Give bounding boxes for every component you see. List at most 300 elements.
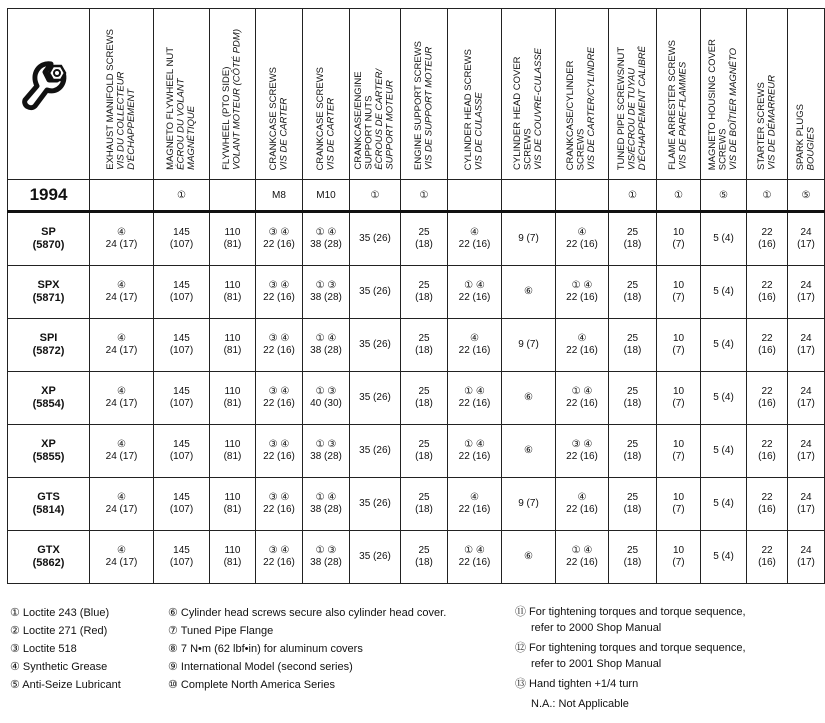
column-header-fr: ÉCROUS DE CARTER/ SUPPORT MOTEUR — [374, 69, 396, 170]
column-header-text — [316, 63, 337, 174]
cell-line: 145 — [173, 386, 190, 397]
table-cell — [657, 478, 701, 531]
cell-line: (107) — [169, 345, 194, 356]
cell-line: ⑥ — [524, 551, 533, 562]
column-spec: ① — [747, 180, 788, 212]
note: ④ Synthetic Grease — [10, 661, 108, 673]
table-cell — [556, 425, 609, 478]
table-cell — [90, 531, 154, 584]
cell-line: 25 — [418, 227, 430, 238]
column-spec: ⑤ — [788, 180, 825, 212]
model-code: (5871) — [32, 292, 65, 304]
model-name: SPX — [37, 279, 60, 291]
cell-line: 22 — [761, 545, 773, 556]
cell-line: 22 — [761, 227, 773, 238]
column-header-fr: VIS DE DÉMARREUR — [766, 74, 777, 170]
cell-line: ⑥ — [524, 392, 533, 403]
cell-line: 35 (26) — [359, 339, 391, 350]
table-cell — [210, 266, 256, 319]
table-cell — [609, 319, 657, 372]
cell-line: ① ④ — [571, 280, 593, 291]
column-header — [448, 9, 502, 180]
note: refer to 2001 Shop Manual — [531, 658, 662, 670]
table-cell — [448, 531, 502, 584]
column-header-en: MAGNETO FLYWHEEL NUT — [164, 47, 176, 170]
table-cell — [556, 319, 609, 372]
notes-legend-1 — [10, 604, 121, 694]
cell-line: ① ③ — [315, 386, 337, 397]
cell-line: 22 (16) — [263, 398, 295, 409]
cell-line: 24 (17) — [105, 345, 138, 356]
cell-line: 22 (16) — [458, 504, 491, 515]
column-header — [350, 9, 401, 180]
column-header-en: FLYWHEEL (PTO SIDE) — [221, 66, 232, 170]
cell-line: 145 — [173, 227, 190, 238]
cell-line: 9 (7) — [518, 233, 539, 244]
year-row — [8, 180, 825, 212]
cell-line: 22 — [761, 333, 773, 344]
cell-line: 22 (16) — [458, 239, 491, 250]
cell-line: 145 — [173, 333, 190, 344]
cell-line: 38 (28) — [310, 557, 342, 568]
column-header-fr: VIS DE BOÎTIER MAGNÉTO — [727, 47, 739, 170]
column-header-text — [757, 71, 778, 174]
table-cell — [747, 319, 788, 372]
cell-line: 10 — [672, 227, 685, 238]
column-spec: ① — [401, 180, 448, 212]
table-cell — [401, 266, 448, 319]
cell-line: (81) — [223, 451, 242, 462]
table-cell — [154, 425, 210, 478]
cell-line: 25 — [418, 545, 430, 556]
column-header-en: STARTER SCREWS — [755, 82, 767, 170]
cell-line: (18) — [415, 239, 433, 250]
model-code: (5862) — [32, 557, 65, 569]
torque-table — [7, 8, 825, 584]
note: ⑫ For tightening torques and torque sequence, — [515, 642, 746, 654]
table-cell — [747, 478, 788, 531]
cell-line: (17) — [797, 239, 815, 250]
cell-line: (107) — [169, 398, 194, 409]
cell-line: 40 (30) — [310, 398, 342, 409]
column-header — [154, 9, 210, 180]
cell-line: (81) — [223, 239, 242, 250]
table-cell — [154, 212, 210, 266]
table-cell — [90, 478, 154, 531]
table-cell — [154, 319, 210, 372]
cell-line: 110 — [224, 280, 241, 291]
table-cell — [448, 319, 502, 372]
table-cell — [303, 478, 350, 531]
model-code: (5814) — [32, 504, 65, 516]
column-header — [657, 9, 701, 180]
column-spec — [556, 180, 609, 212]
column-header-fr: ÉCROU DU VOLANT MAGNÉTIQUE — [175, 78, 197, 170]
table-cell — [401, 372, 448, 425]
cell-line: 22 (16) — [566, 451, 598, 462]
model-name: GTX — [37, 544, 60, 556]
table-cell — [303, 212, 350, 266]
cell-line: ③ ④ — [268, 545, 290, 556]
table-cell — [657, 372, 701, 425]
column-spec — [502, 180, 556, 212]
cell-line: (107) — [169, 557, 194, 568]
table-cell — [210, 372, 256, 425]
column-header — [609, 9, 657, 180]
table-cell — [256, 425, 303, 478]
cell-line: 35 (26) — [359, 233, 391, 244]
cell-line: 10 — [672, 333, 685, 344]
model-name: XP — [41, 385, 56, 397]
column-header-fr: VIS DE CARTER — [278, 97, 289, 170]
cell-line: (17) — [797, 557, 815, 568]
cell-line: 10 — [672, 439, 685, 450]
column-spec — [210, 180, 256, 212]
table-cell — [210, 531, 256, 584]
column-header-text — [708, 35, 740, 174]
cell-line: 38 (28) — [310, 239, 342, 250]
cell-line: 25 — [626, 280, 639, 291]
table-cell — [154, 266, 210, 319]
cell-line: 22 (16) — [263, 557, 295, 568]
cell-line: (16) — [758, 451, 776, 462]
table-cell — [747, 531, 788, 584]
model-name: SPI — [39, 332, 58, 344]
cell-line: 24 (17) — [105, 239, 138, 250]
table-row — [8, 212, 825, 266]
column-header-en: MAGNETO HOUSING COVER SCREWS — [706, 38, 729, 170]
cell-line: 5 (4) — [713, 233, 734, 244]
table-cell — [303, 319, 350, 372]
column-header-fr: VIS DE COUVRE-CULASSE — [532, 48, 544, 170]
cell-line: 22 (16) — [263, 239, 295, 250]
table-cell — [747, 372, 788, 425]
cell-line: ④ — [577, 227, 587, 238]
cell-line: 24 (17) — [105, 292, 138, 303]
table-cell — [256, 319, 303, 372]
column-spec — [90, 180, 154, 212]
table-cell — [657, 319, 701, 372]
cell-line: 9 (7) — [518, 498, 539, 509]
table-cell — [401, 212, 448, 266]
cell-line: (16) — [758, 292, 776, 303]
column-header-en: FLAME ARRESTER SCREWS — [667, 40, 678, 170]
cell-line: 25 — [626, 439, 639, 450]
column-spec: M10 — [303, 180, 350, 212]
table-cell — [256, 531, 303, 584]
table-cell — [502, 212, 556, 266]
table-row — [8, 372, 825, 425]
cell-line: (81) — [223, 504, 242, 515]
note: ⑪ For tightening torques and torque sequence, — [515, 606, 746, 618]
table-cell — [502, 266, 556, 319]
cell-line: ① ④ — [464, 439, 485, 450]
table-cell — [701, 319, 747, 372]
cell-line: 25 — [626, 333, 639, 344]
cell-line: 5 (4) — [713, 392, 734, 403]
cell-line: 25 — [418, 439, 430, 450]
wrench-icon — [17, 56, 81, 128]
column-header — [210, 9, 256, 180]
column-header — [556, 9, 609, 180]
cell-line: 22 (16) — [458, 292, 491, 303]
cell-line: 22 (16) — [263, 292, 295, 303]
table-cell — [657, 425, 701, 478]
table-cell — [90, 266, 154, 319]
cell-line: 24 — [800, 386, 812, 397]
column-header-text — [796, 100, 817, 174]
cell-line: (17) — [797, 451, 815, 462]
cell-line: 25 — [626, 386, 639, 397]
cell-line: 110 — [224, 492, 241, 503]
cell-line: 24 (17) — [105, 504, 138, 515]
table-cell — [90, 319, 154, 372]
table-cell — [448, 425, 502, 478]
cell-line: 110 — [224, 439, 241, 450]
cell-line: (18) — [415, 292, 433, 303]
column-header — [401, 9, 448, 180]
cell-line: (7) — [672, 292, 685, 303]
column-spec: ① — [154, 180, 210, 212]
cell-line: 5 (4) — [713, 445, 734, 456]
table-cell — [303, 425, 350, 478]
model-name: XP — [41, 438, 56, 450]
table-cell — [90, 372, 154, 425]
table-cell — [502, 531, 556, 584]
cell-line: 22 (16) — [458, 345, 491, 356]
note: ⑥ Cylinder head screws secure also cylinder head cover. — [168, 607, 447, 619]
note: refer to 2000 Shop Manual — [531, 622, 662, 634]
cell-line: (17) — [797, 504, 815, 515]
cell-line: (18) — [623, 557, 642, 568]
cell-line: 9 (7) — [518, 339, 539, 350]
note: ① Loctite 243 (Blue) — [10, 607, 110, 619]
cell-line: ③ ④ — [571, 439, 593, 450]
cell-line: 25 — [418, 333, 430, 344]
table-cell — [350, 372, 401, 425]
cell-line: 5 (4) — [713, 286, 734, 297]
cell-line: (107) — [169, 451, 194, 462]
cell-line: 38 (28) — [310, 504, 342, 515]
table-row — [8, 531, 825, 584]
column-header — [788, 9, 825, 180]
table-cell — [210, 478, 256, 531]
cell-line: 22 (16) — [458, 557, 491, 568]
table-cell — [448, 372, 502, 425]
cell-line: 25 — [418, 280, 430, 291]
table-cell — [350, 266, 401, 319]
table-cell — [701, 478, 747, 531]
cell-line: ④ — [577, 492, 587, 503]
table-cell — [90, 212, 154, 266]
column-header-en: ENGINE SUPPORT SCREWS — [412, 41, 424, 170]
cell-line: (81) — [223, 292, 242, 303]
column-header-en: EXHAUST MANIFOLD SCREWS — [104, 29, 116, 170]
cell-line: (81) — [223, 345, 242, 356]
cell-line: ③ ④ — [268, 280, 290, 291]
column-header-text — [566, 43, 598, 174]
cell-line: 22 — [761, 492, 773, 503]
cell-line: 22 — [761, 280, 773, 291]
cell-line: 10 — [672, 386, 685, 397]
cell-line: ④ — [117, 439, 126, 450]
cell-line: 24 — [800, 280, 812, 291]
table-cell — [657, 266, 701, 319]
cell-line: ③ ④ — [268, 439, 290, 450]
column-spec: ① — [350, 180, 401, 212]
note: ③ Loctite 518 — [10, 643, 77, 655]
cell-line: ④ — [470, 227, 479, 238]
cell-line: 24 (17) — [105, 398, 138, 409]
cell-line: 24 (17) — [105, 451, 138, 462]
cell-line: 110 — [224, 227, 241, 238]
column-header-text — [414, 37, 435, 174]
table-cell — [788, 319, 825, 372]
cell-line: ① ④ — [464, 280, 485, 291]
column-header-text — [354, 65, 396, 174]
column-header — [303, 9, 350, 180]
cell-line: (17) — [797, 345, 815, 356]
table-cell — [350, 478, 401, 531]
cell-line: (81) — [223, 398, 242, 409]
column-header-en: TUNED PIPE SCREWS/NUT — [615, 46, 627, 170]
table-cell — [210, 319, 256, 372]
model-code: (5872) — [32, 345, 65, 357]
table-cell — [701, 372, 747, 425]
table-cell — [609, 425, 657, 478]
table-cell — [788, 425, 825, 478]
cell-line: (18) — [415, 504, 433, 515]
table-cell — [701, 531, 747, 584]
cell-line: 145 — [173, 545, 190, 556]
table-cell — [556, 372, 609, 425]
cell-line: (16) — [758, 557, 776, 568]
column-header-text — [464, 45, 485, 174]
cell-line: (16) — [758, 345, 776, 356]
table-cell — [701, 212, 747, 266]
cell-line: 22 (16) — [458, 451, 491, 462]
note: ⑬ Hand tighten +1/4 turn — [515, 678, 639, 690]
cell-line: (18) — [623, 292, 642, 303]
cell-line: ④ — [577, 333, 587, 344]
model-cell — [8, 319, 90, 372]
table-cell — [747, 212, 788, 266]
table-cell — [401, 425, 448, 478]
cell-line: 25 — [626, 545, 639, 556]
cell-line: 24 (17) — [105, 557, 138, 568]
cell-line: 5 (4) — [713, 551, 734, 562]
cell-line: 22 (16) — [566, 504, 598, 515]
table-cell — [701, 266, 747, 319]
cell-line: ① ③ — [315, 545, 337, 556]
cell-line: 22 (16) — [566, 239, 598, 250]
model-cell — [8, 425, 90, 478]
cell-line: ③ ④ — [268, 227, 290, 238]
table-cell — [448, 212, 502, 266]
table-cell — [788, 266, 825, 319]
model-cell — [8, 478, 90, 531]
column-header-fr: VIS DE CULASSE — [473, 91, 485, 170]
table-cell — [154, 478, 210, 531]
cell-line: 145 — [173, 492, 190, 503]
note: ② Loctite 271 (Red) — [10, 625, 108, 637]
cell-line: 38 (28) — [310, 451, 342, 462]
column-header-en: CYLINDER HEAD COVER SCREWS — [511, 56, 534, 170]
column-header-text — [269, 63, 290, 174]
cell-line: (7) — [672, 504, 685, 515]
cell-line: 22 (16) — [263, 451, 295, 462]
table-cell — [502, 372, 556, 425]
cell-line: (18) — [623, 504, 642, 515]
cell-line: 22 (16) — [566, 557, 598, 568]
cell-line: 145 — [173, 280, 190, 291]
note: ⑦ Tuned Pipe Flange — [168, 625, 274, 637]
table-cell — [556, 531, 609, 584]
model-cell — [8, 212, 90, 266]
cell-line: 22 (16) — [566, 292, 598, 303]
table-cell — [701, 425, 747, 478]
note: ⑨ International Model (second series) — [168, 661, 353, 673]
cell-line: (18) — [623, 239, 642, 250]
column-header-fr: VIS DE PARE-FLAMMES — [677, 61, 689, 170]
cell-line: ① ④ — [464, 545, 485, 556]
cell-line: 25 — [626, 492, 639, 503]
column-header-fr: VIS DE CARTER — [325, 97, 336, 170]
table-cell — [154, 531, 210, 584]
column-spec: ⑤ — [701, 180, 747, 212]
cell-line: 10 — [672, 280, 685, 291]
cell-line: ④ — [117, 492, 126, 503]
column-header-en: CRANKCASE/ENGINE SUPPORT NUTS — [353, 71, 375, 170]
model-code: (5854) — [32, 398, 65, 410]
cell-line: 22 (16) — [458, 398, 491, 409]
note: ⑤ Anti-Seize Lubricant — [10, 679, 121, 691]
column-spec: M8 — [256, 180, 303, 212]
column-header-fr: VIS DE SUPPORT MOTEUR — [423, 46, 434, 170]
cell-line: 10 — [672, 545, 685, 556]
cell-line: (18) — [623, 398, 642, 409]
column-header-fr: VIS/ÉCROU DE TUYAU D'ÉCHAPPEMENT CALIBRÉ — [626, 45, 648, 170]
cell-line: ④ — [117, 386, 126, 397]
column-header — [256, 9, 303, 180]
cell-line: ① ④ — [571, 386, 593, 397]
table-cell — [210, 212, 256, 266]
column-header-fr: BOUGIES — [805, 126, 816, 170]
model-cell — [8, 372, 90, 425]
table-cell — [448, 266, 502, 319]
table-cell — [401, 319, 448, 372]
cell-line: 22 (16) — [263, 345, 295, 356]
cell-line: 35 (26) — [359, 286, 391, 297]
column-header-en: CYLINDER HEAD SCREWS — [463, 48, 474, 170]
cell-line: 25 — [418, 386, 430, 397]
cell-line: 22 — [761, 439, 773, 450]
notes-legend-2 — [168, 604, 446, 694]
model-cell — [8, 531, 90, 584]
table-cell — [747, 425, 788, 478]
table-cell — [303, 531, 350, 584]
column-header-text — [106, 25, 138, 174]
table-cell — [556, 212, 609, 266]
model-cell — [8, 266, 90, 319]
cell-line: (7) — [672, 557, 685, 568]
table-cell — [90, 425, 154, 478]
cell-line: 38 (28) — [310, 345, 342, 356]
cell-line: (17) — [797, 398, 815, 409]
cell-line: 35 (26) — [359, 392, 391, 403]
cell-line: 24 — [800, 333, 812, 344]
table-cell — [556, 266, 609, 319]
